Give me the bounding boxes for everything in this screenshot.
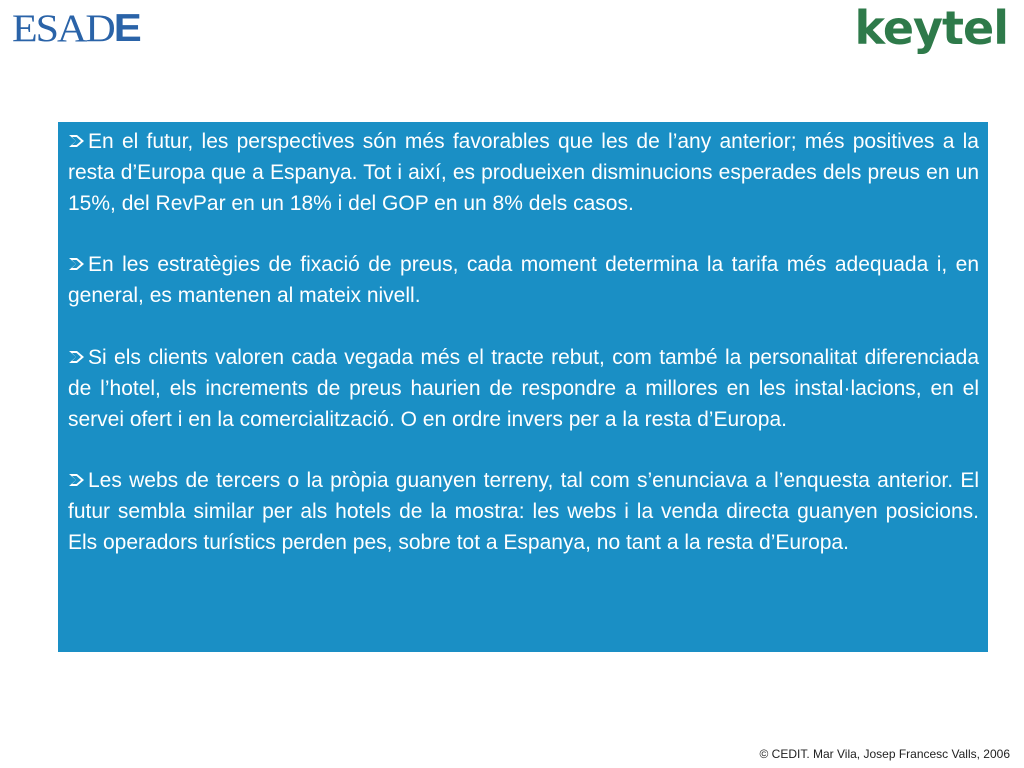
esade-logo [12, 8, 142, 49]
bullet-text: En les estratègies de fixació de preus, cada moment determina la tarifa més adequada i, en general, es mantenen al mateix nivell. [68, 253, 979, 308]
arrow-bullet-icon [68, 255, 86, 273]
esade-logo-last-letter: E [113, 6, 142, 50]
bullet-item [68, 343, 979, 435]
keytel-logo: keytel [854, 1, 1008, 55]
content-box [58, 122, 988, 652]
arrow-bullet-icon [68, 348, 86, 366]
copyright-footer: © CEDIT. Mar Vila, Josep Francesc Valls, 2006 [759, 747, 1010, 761]
bullet-item [68, 250, 979, 312]
bullet-item [68, 466, 979, 558]
arrow-bullet-icon [68, 132, 86, 150]
bullet-text: Les webs de tercers o la pròpia guanyen terreny, tal com s’enunciava a l’enquesta anterior. El futur sembla similar per als hotels de la mostra: les webs i la venda directa guanyen posicions. Els operadors turístics perden pes, sobre tot a Espanya, no tant a la resta d’Europa. [68, 469, 979, 554]
esade-logo-main: ESAD [12, 8, 114, 51]
arrow-bullet-icon [68, 471, 86, 489]
bullet-item [68, 127, 979, 219]
bullet-text: Si els clients valoren cada vegada més el tracte rebut, com també la personalitat diferenciada de l’hotel, els increments de preus haurien de respondre a millores en les instal·lacions, en el servei ofert i en la comercialització. O en ordre invers per a la resta d’Europa. [68, 345, 979, 431]
bullet-text: En el futur, les perspectives són més favorables que les de l’any anterior; més positives a la resta d’Europa que a Espanya. Tot i així, es produeixen disminucions esperades dels preus en un 15%, del RevPar en un 18% i del GOP en un 8% dels casos. [68, 130, 979, 215]
